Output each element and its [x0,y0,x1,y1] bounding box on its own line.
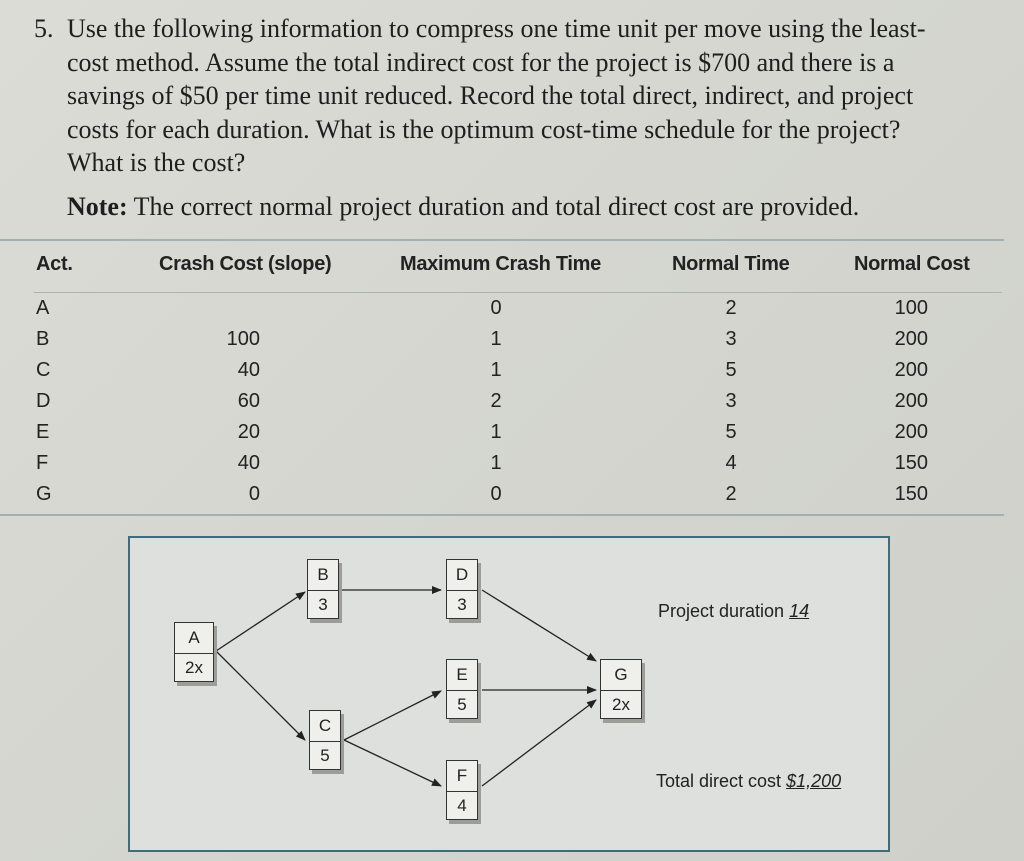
cell-act: C [36,359,51,381]
project-duration [658,601,809,622]
node-label: A [175,623,213,654]
note-label: Note: [67,192,128,221]
node-label: D [447,560,477,591]
cell-act: B [36,328,50,350]
cell-normal-cost: 150 [894,452,928,474]
cell-crash-cost: 60 [237,390,260,412]
header-max-crash: Maximum Crash Time [400,253,601,275]
total-direct-cost [656,771,841,792]
node-duration: 3 [457,595,467,614]
cell-crash-cost: 20 [237,421,260,443]
cell-normal-time: 3 [725,328,737,350]
cell-max-crash: 1 [490,452,502,474]
cell-crash-cost: 40 [237,452,260,474]
cell-crash-cost: 100 [226,328,260,350]
table-header-rule [34,292,1002,293]
cell-normal-cost: 150 [894,483,928,505]
table-bottom-rule [0,514,1004,516]
cell-crash-cost: 40 [237,359,260,381]
node-b [307,559,339,619]
cell-act: D [36,390,51,412]
node-duration: 5 [457,695,467,714]
cell-act: F [36,452,49,474]
node-label: B [308,560,338,591]
project-duration-label: Project duration [658,601,785,621]
cell-max-crash: 0 [490,483,502,505]
note-text: The correct normal project duration and total direct cost are provided. [133,192,860,221]
cell-max-crash: 1 [490,421,502,443]
project-duration-value: 14 [789,601,810,621]
cell-normal-time: 2 [725,297,737,319]
header-normal-time: Normal Time [672,253,790,275]
total-direct-cost-value: $1,200 [786,771,842,791]
cell-normal-time: 2 [725,483,737,505]
note [67,192,859,222]
node-label: F [447,761,477,792]
cell-normal-time: 3 [725,390,737,412]
node-e [446,659,478,719]
question-line-5: What is the cost? [67,148,246,177]
question-line-3: savings of $50 per time unit reduced. Record the total direct, indirect, and project [67,81,914,110]
cell-normal-time: 4 [725,452,737,474]
node-d [446,559,478,619]
cell-act: G [36,483,52,505]
node-g [600,659,642,719]
header-crash-cost: Crash Cost (slope) [159,253,332,275]
cell-max-crash: 0 [490,297,502,319]
cell-act: E [36,421,50,443]
cell-normal-cost: 200 [894,359,928,381]
question-line-1: 5. Use the following information to compress one time unit per move using the least- [34,12,1014,46]
node-label: E [447,660,477,691]
header-normal-cost: Normal Cost [854,253,970,275]
node-duration: 2x [185,658,203,677]
node-label: G [601,660,641,691]
cell-max-crash: 2 [490,390,502,412]
cell-normal-cost: 200 [894,421,928,443]
cell-max-crash: 1 [490,359,502,381]
node-duration: 4 [457,796,467,815]
table-top-rule [0,239,1004,241]
cell-normal-time: 5 [725,421,737,443]
question-number: 5. [34,14,54,43]
cell-normal-cost: 200 [894,328,928,350]
node-f [446,760,478,820]
node-a [174,622,214,682]
cell-crash-cost: 0 [248,483,260,505]
cell-max-crash: 1 [490,328,502,350]
node-duration: 3 [318,595,328,614]
header-act: Act. [36,253,73,275]
node-label: C [310,711,340,742]
node-c [309,710,341,770]
cell-normal-cost: 200 [894,390,928,412]
network-diagram-panel [128,536,890,852]
cell-normal-time: 5 [725,359,737,381]
problem-statement [34,12,1014,180]
node-duration: 5 [320,746,330,765]
node-duration: 2x [612,695,630,714]
cell-act: A [36,297,50,319]
total-direct-cost-label: Total direct cost [656,771,782,791]
question-line-2: cost method. Assume the total indirect cost for the project is $700 and there is a [67,47,895,77]
question-line-4: costs for each duration. What is the optimum cost-time schedule for the project? [67,114,901,144]
cell-normal-cost: 100 [894,297,928,319]
